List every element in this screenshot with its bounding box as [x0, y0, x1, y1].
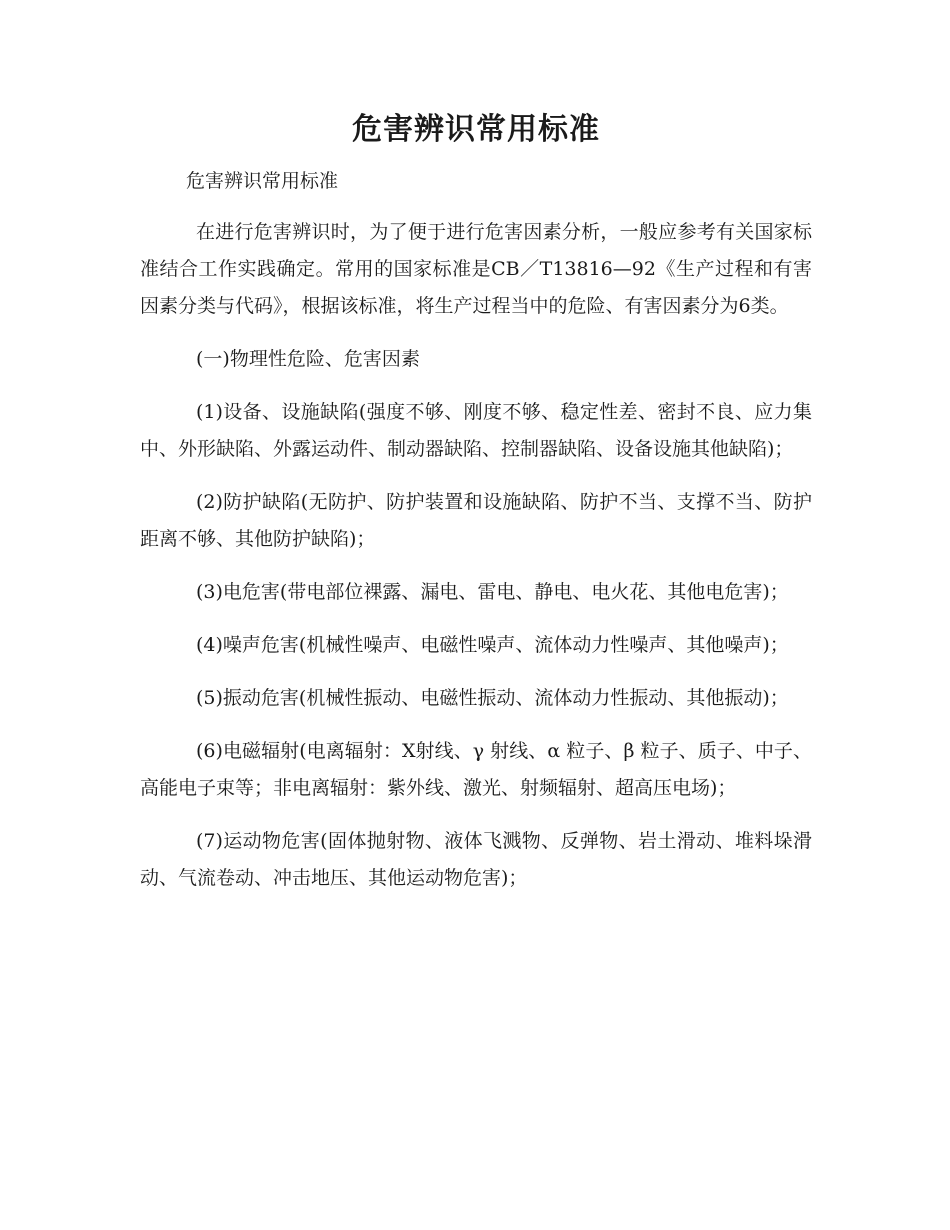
- hazard-item-5: (5)振动危害(机械性振动、电磁性振动、流体动力性振动、其他振动)；: [196, 687, 789, 709]
- hazard-item-2: (2)防护缺陷(无防护、防护装置和设施缺陷、防护不当、支撑不当、防护距离不够、其他防护缺陷)；: [140, 491, 812, 550]
- document-subtitle: 危害辨识常用标准: [186, 170, 339, 192]
- document-title: 危害辨识常用标准: [352, 112, 600, 147]
- hazard-item-1: (1)设备、设施缺陷(强度不够、刚度不够、稳定性差、密封不良、应力集中、外形缺陷、外露运动件、制动器缺陷、控制器缺陷、设备设施其他缺陷)；: [140, 401, 812, 460]
- hazard-item-6: (6)电磁辐射(电离辐射：X射线、γ 射线、α 粒子、β 粒子、质子、中子、高能电子束等；非电离辐射：紫外线、激光、射频辐射、超高压电场)；: [140, 740, 812, 799]
- hazard-item-4: (4)噪声危害(机械性噪声、电磁性噪声、流体动力性噪声、其他噪声)；: [196, 634, 789, 656]
- hazard-item-3: (3)电危害(带电部位裸露、漏电、雷电、静电、电火花、其他电危害)；: [196, 581, 789, 603]
- hazard-item-7: (7)运动物危害(固体抛射物、液体飞溅物、反弹物、岩土滑动、堆料垛滑动、气流卷动、冲击地压、其他运动物危害)；: [140, 830, 812, 889]
- document-page: [140, 100, 812, 897]
- intro-paragraph: 在进行危害辨识时，为了便于进行危害因素分析，一般应参考有关国家标准结合工作实践确定。常用的国家标准是CB／T13816—92《生产过程和有害因素分类与代码》，根据该标准，将生产过程当中的危险、有害因素分为6类。: [140, 221, 812, 317]
- section-heading: (一)物理性危险、危害因素: [196, 348, 420, 370]
